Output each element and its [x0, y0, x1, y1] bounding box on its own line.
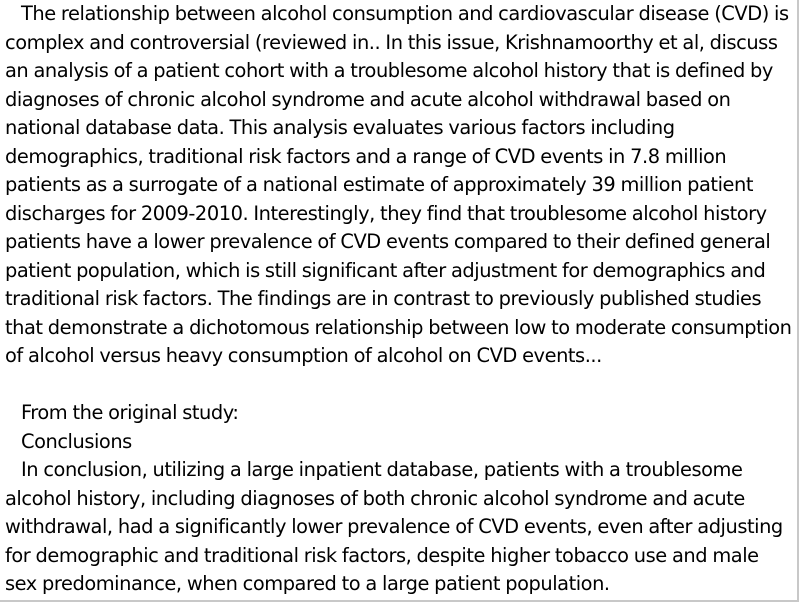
paragraph-source-label: From the original study: — [21, 401, 239, 424]
section-heading-conclusions: Conclusions — [21, 429, 132, 453]
paragraph-intro: The relationship between alcohol consumption and cardiovascular disease (CVD) is complex and controversial (reviewed in.. In this issue, Krishnamoorthy et al, discuss an analysis of a patient cohort with a troublesome alcohol history that is defined by diagnoses of chronic alcohol syndrome and acute alcohol withdrawal based on national database data. This analysis evaluates various factors including demographics, traditional risk factors and a range of CVD events in 7.8 million patients as a surrogate of a national estimate of approximately 39 million patient discharges for 2009-2010. Interestingly, they find that troublesome alcohol history patients have a lower prevalence of CVD events compared to their defined general patient population, which is still significant after adjustment for demographics and traditional risk factors. The findings are in contrast to previously published studies that demonstrate a dichotomous relationship between low to moderate consumption of alcohol versus heavy consumption of alcohol on CVD events... — [5, 2, 792, 367]
paragraph-conclusion: In conclusion, utilizing a large inpatient database, patients with a troublesome alcohol history, including diagnoses of both chronic alcohol syndrome and acute withdrawal, had a significantly lower prevalence of CVD events, even after adjusting for demographic and traditional risk factors, despite higher tobacco use and male sex predominance, when compared to a large patient population. — [5, 458, 783, 595]
paragraph-spacer — [5, 371, 795, 400]
